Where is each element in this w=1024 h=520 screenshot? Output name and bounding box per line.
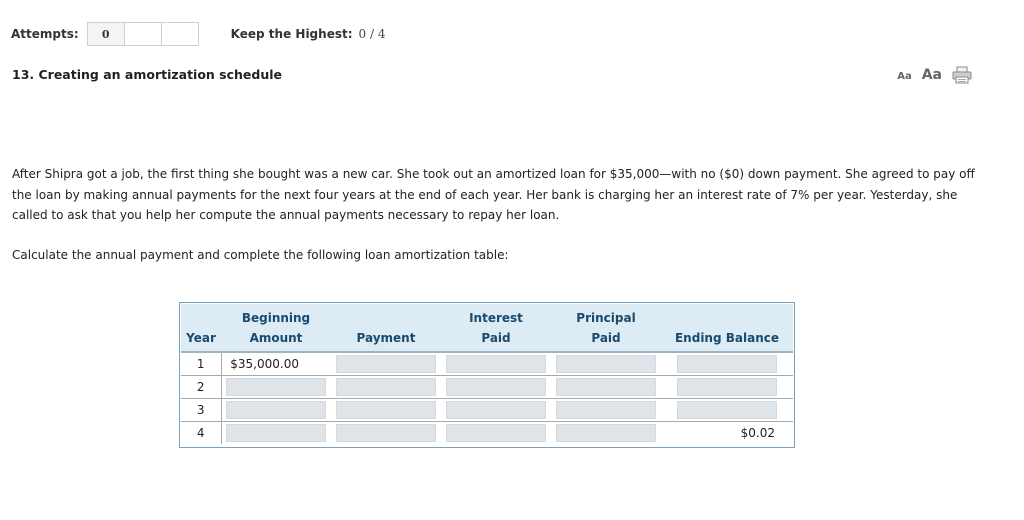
payment-input[interactable] <box>336 424 436 442</box>
interest-cell <box>441 422 551 445</box>
instruction-text: Calculate the annual payment and complete the following loan amortization table: <box>12 248 509 262</box>
interest-paid-input[interactable] <box>446 355 546 373</box>
interest-cell <box>441 352 551 376</box>
attempts-label: Attempts: <box>11 27 79 41</box>
beginning-amount-input[interactable] <box>226 378 326 396</box>
payment-cell <box>331 352 441 376</box>
principal-paid-input[interactable] <box>556 378 656 396</box>
ending-balance-cell <box>661 399 793 422</box>
payment-cell <box>331 422 441 445</box>
keep-highest-label: Keep the Highest: <box>230 27 353 41</box>
principal-cell <box>551 399 661 422</box>
year-cell: 4 <box>181 422 221 445</box>
attempt-box-1: 0 <box>87 22 125 46</box>
ending-balance-cell <box>661 352 793 376</box>
ending-balance-input[interactable] <box>677 378 777 396</box>
principal-cell <box>551 352 661 376</box>
beginning-amount-cell <box>221 399 331 422</box>
payment-input[interactable] <box>336 378 436 396</box>
header-interest-paid: Interest Paid <box>441 304 551 352</box>
principal-cell <box>551 422 661 445</box>
year-cell: 1 <box>181 352 221 376</box>
interest-paid-input[interactable] <box>446 401 546 419</box>
header-beginning-amount: Beginning Amount <box>221 304 331 352</box>
decrease-font-button[interactable]: Aa <box>897 71 912 82</box>
ending-balance-cell <box>661 422 793 445</box>
table-row <box>181 399 793 422</box>
interest-paid-input[interactable] <box>446 424 546 442</box>
payment-cell <box>331 399 441 422</box>
payment-input[interactable] <box>336 401 436 419</box>
table-row <box>181 376 793 399</box>
header-ending-balance: Ending Balance <box>661 304 793 352</box>
ending-balance-input[interactable] <box>677 401 777 419</box>
principal-paid-input[interactable] <box>556 355 656 373</box>
beginning-amount-input[interactable] <box>226 424 326 442</box>
ending-balance-cell <box>661 376 793 399</box>
table-header-row <box>181 304 793 352</box>
ending-balance-value: $0.02 <box>740 426 775 440</box>
beginning-amount-value: $35,000.00 <box>230 357 299 371</box>
header-payment: Payment <box>331 304 441 352</box>
header-principal-paid: Principal Paid <box>551 304 661 352</box>
ending-balance-input[interactable] <box>677 355 777 373</box>
header-year: Year <box>181 304 221 352</box>
keep-highest-value: 0 / 4 <box>358 27 386 41</box>
year-cell: 2 <box>181 376 221 399</box>
attempt-box-3 <box>161 22 199 46</box>
problem-statement: After Shipra got a job, the first thing she bought was a new car. She took out an amortized loan for $35,000—with no ($0) down payment. She agreed to pay off the loan by making annual payments for the next four years at the end of each year. Her bank is charging her an interest rate of 7% per year. Yesterday, she called to ask that you help her compute the annual payments necessary to repay her loan. <box>12 167 975 222</box>
year-cell: 3 <box>181 399 221 422</box>
payment-cell <box>331 376 441 399</box>
principal-cell <box>551 376 661 399</box>
principal-paid-input[interactable] <box>556 401 656 419</box>
beginning-amount-cell <box>221 422 331 445</box>
attempt-boxes <box>87 22 199 46</box>
interest-paid-input[interactable] <box>446 378 546 396</box>
amortization-grid <box>181 304 793 444</box>
increase-font-button[interactable]: Aa <box>921 67 942 83</box>
amortization-table <box>179 302 795 448</box>
printer-icon[interactable] <box>952 66 972 84</box>
question-title: 13. Creating an amortization schedule <box>12 67 283 82</box>
font-tools <box>897 66 972 84</box>
attempts-bar <box>11 22 385 46</box>
attempt-box-2 <box>124 22 162 46</box>
beginning-amount-input[interactable] <box>226 401 326 419</box>
beginning-amount-cell <box>221 376 331 399</box>
interest-cell <box>441 399 551 422</box>
beginning-amount-cell <box>221 352 331 376</box>
principal-paid-input[interactable] <box>556 424 656 442</box>
payment-input[interactable] <box>336 355 436 373</box>
table-row <box>181 352 793 376</box>
interest-cell <box>441 376 551 399</box>
table-row <box>181 422 793 445</box>
